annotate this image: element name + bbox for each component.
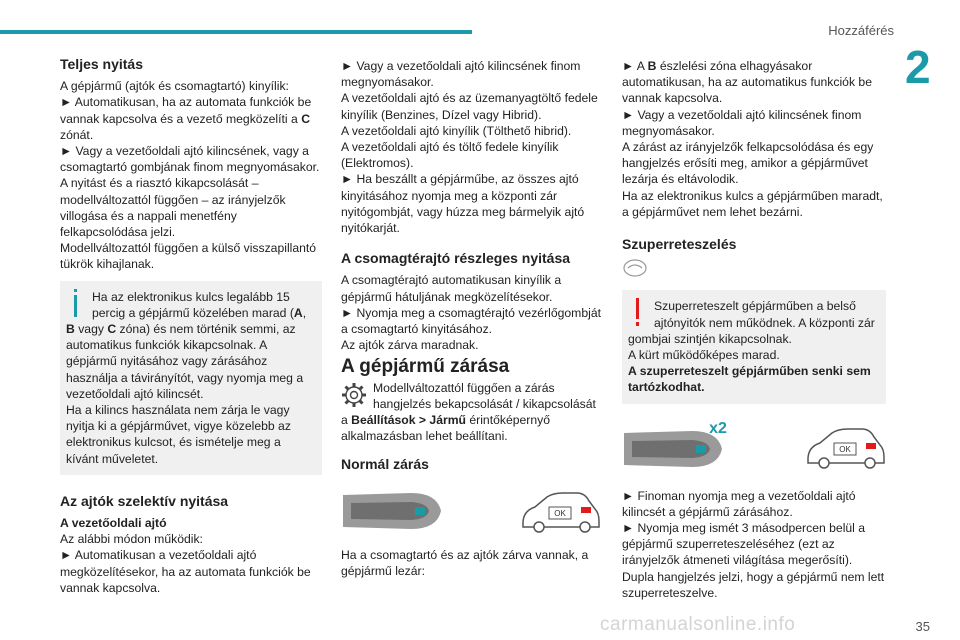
heading-szuperreteszeles: Szuperreteszelés	[622, 236, 737, 253]
door-handle-icon	[622, 417, 728, 477]
column-2	[341, 58, 601, 579]
paragraph: A vezetőoldali ajtó és az üzemanyagtöltő fedele kinyílik (Benzines, Dízel vagy Hibrid).	[341, 91, 598, 122]
paragraph: Dupla hangjelzés jelzi, hogy a gépjármű nem lett szuperreteszelve.	[622, 569, 885, 600]
paragraph: ► Automatikusan a vezetőoldali ajtó megközelítésekor, ha az automata funkciók be vannak kapcsolva.	[60, 548, 311, 595]
paragraph: Ha a csomagtartó és az ajtók zárva vannak, a gépjármű lezár:	[341, 547, 589, 578]
note-text: Ha az elektronikus kulcs legalább 15 percig a gépjármű közelében marad (A, B vagy C zóna) és nem történik semmi, az automatikus funkciók kikapcsolnak. A gépjármű nyitásához vagy zárásához használja a távirányítót, vagy nyomja meg a vezetőoldali ajtó kilincsét.	[66, 289, 307, 401]
paragraph: ► Vagy a vezetőoldali ajtó kilincsének finom megnyomásakor.	[622, 107, 862, 138]
car-rear-icon	[804, 425, 886, 469]
paragraph: Az ajtók zárva maradnak.	[341, 338, 479, 353]
paragraph: A zárást az irányjelzők felkapcsolódása és egy hangjelzés erősíti meg, amikor a gépjárművet lezárja és eltávolodik.	[622, 140, 874, 187]
paragraph: Modellváltozattól függően a külső visszapillantó tükrök kihajlanak.	[60, 241, 317, 272]
warning-note	[622, 290, 886, 403]
note-text: Szuperreteszelt gépjárműben a belső ajtónyitók nem működnek. A központi zár gombjai szintjén kikapcsolnak.	[628, 299, 875, 346]
top-accent-bar	[0, 30, 472, 34]
heading-gepjarmu-zarasa: A gépjármű zárása	[341, 356, 510, 378]
x2-label: x2	[709, 419, 727, 437]
heading-szelektiv-nyitas: Az ajtók szelektív nyitása	[60, 492, 229, 509]
normal-lock-illustration	[341, 483, 601, 539]
paragraph: ► Vagy a vezetőoldali ajtó kilincsének finom megnyomásakor.	[341, 59, 581, 90]
paragraph: A gépjármű (ajtók és csomagtartó) kinyílik:	[60, 79, 289, 94]
column-3	[622, 58, 886, 601]
superlock-illustration	[622, 414, 886, 480]
settings-text: Modellváltozattól függően a zárás hangjelzés bekapcsolását / kikapcsolását a Beállítások > Jármű érintőképernyő alkalmazásban lehet beállítani.	[341, 380, 596, 444]
column-1	[60, 52, 322, 596]
section-title: Hozzáférés	[828, 23, 894, 38]
info-note	[60, 281, 322, 475]
paragraph: ► Finoman nyomja meg a vezetőoldali ajtó kilincsét a gépjármű zárásához.	[622, 488, 856, 519]
paragraph: Az alábbi módon működik:	[60, 532, 203, 547]
lock-icon	[622, 258, 648, 278]
warning-icon	[630, 298, 646, 326]
door-handle-icon	[341, 485, 447, 537]
heading-teljes-nyitas: Teljes nyitás	[60, 56, 144, 72]
gear-icon	[341, 382, 367, 408]
settings-note	[341, 380, 601, 445]
subheading: A vezetőoldali ajtó	[60, 516, 167, 531]
ok-label: OK	[554, 508, 566, 518]
watermark: carmanualsonline.info	[600, 614, 796, 635]
note-text: A szuperreteszelt gépjárműben senki sem tartózkodhat.	[628, 364, 871, 395]
paragraph: ► Automatikusan, ha az automata funkciók be vannak kapcsolva és a vezető megközelíti a C zónát.	[60, 95, 312, 142]
info-icon	[68, 289, 84, 317]
paragraph: Ha az elektronikus kulcs a gépjárműben maradt, a gépjárművet nem lehet bezárni.	[622, 188, 883, 219]
ok-label: OK	[839, 444, 851, 454]
page-number: 35	[915, 619, 930, 634]
paragraph: ► Nyomja meg ismét 3 másodpercen belül a gépjármű szuperreteszeléséhez (ezt az irányjelzők átmeneti világítása megerősíti).	[622, 521, 866, 568]
chapter-number: 2	[905, 41, 931, 93]
paragraph: ► Ha beszállt a gépjárműbe, az összes ajtó kinyitásához nyomja meg a központi zár nyitógombját, vagy húzza meg bármelyik ajtó nyitókarját.	[341, 172, 585, 236]
paragraph: A vezetőoldali ajtó és töltő fedele kinyílik (Elektromos).	[341, 140, 559, 171]
paragraph: A vezetőoldali ajtó kinyílik (Tölthető hibrid).	[341, 123, 572, 138]
heading-csomagterajto: A csomagtérajtó részleges nyitása	[341, 250, 571, 267]
note-text: A kürt működőképes marad.	[628, 348, 780, 363]
paragraph: ► Nyomja meg a csomagtérajtó vezérlőgombját a csomagtartó kinyitásához.	[341, 305, 601, 337]
paragraph: ► Vagy a vezetőoldali ajtó kilincsének, vagy a csomagtartó gombjának finom megnyomásakor.	[60, 144, 320, 175]
paragraph: A nyitást és a riasztó kikapcsolását – modellváltozattól függően – az irányjelzők villogása és a nappali menetfény felkapcsolódása jelzi.	[60, 176, 286, 240]
paragraph: ► A B észlelési zóna elhagyásakor automatikusan, ha az automatikus funkciók be vannak kapcsolva.	[622, 59, 872, 106]
paragraph: A csomagtérajtó automatikusan kinyílik a gépjármű hátuljának megközelítésekor.	[341, 273, 562, 304]
note-text: Ha a kilincs használata nem zárja le vagy nyitja ki a gépjárművet, vigye közelebb az elektronikus kulcsot, és ismételje meg a kívánt műveletet.	[66, 403, 291, 466]
heading-normal-zaras: Normál zárás	[341, 456, 429, 473]
car-rear-icon	[519, 489, 601, 533]
